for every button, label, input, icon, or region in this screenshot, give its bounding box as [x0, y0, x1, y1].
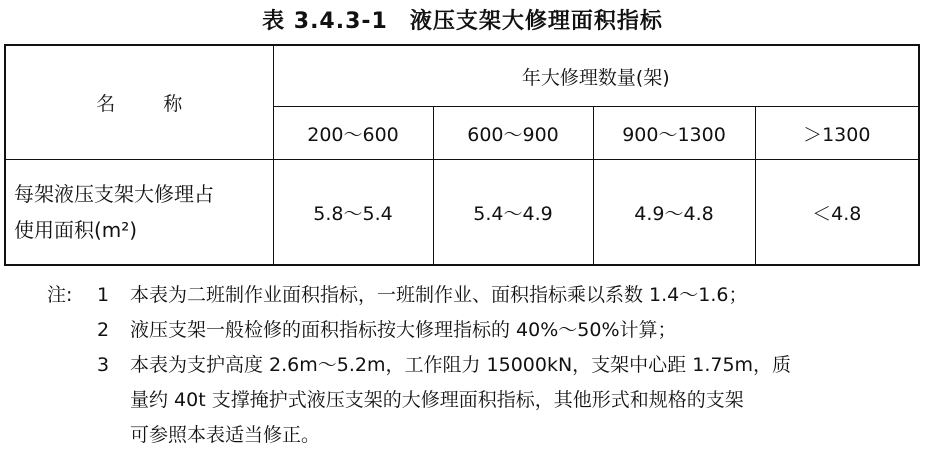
row-label-line: 每架液压支架大修理占: [14, 182, 214, 206]
row-label: [5, 160, 273, 266]
note-number: 1: [97, 284, 110, 306]
note-number: 3: [97, 354, 110, 376]
note-text: 液压支架一般检修的面积指标按大修理指标的 40%～50%计算；: [130, 319, 677, 341]
table-title: [0, 4, 925, 35]
repair-area-table: [4, 44, 920, 266]
note-continuation: [0, 383, 925, 418]
table-number: 表 3.4.3-1: [262, 9, 388, 34]
note-text: 本表为二班制作业面积指标，一班制作业、面积指标乘以系数 1.4～1.6；: [130, 284, 748, 306]
note-item: [0, 313, 925, 348]
note-number: 2: [97, 319, 110, 341]
table-cell: ＜4.8: [755, 160, 919, 266]
note-continuation: [0, 418, 925, 453]
table-cell: 5.4～4.9: [433, 160, 593, 266]
table-cell: 5.8～5.4: [273, 160, 433, 266]
note-text: 可参照本表适当修正。: [130, 424, 321, 446]
group-header: 年大修理数量(架): [273, 45, 919, 107]
note-item: [0, 348, 925, 383]
column-header: 600～900: [433, 107, 593, 160]
name-header: 名称: [5, 45, 273, 160]
row-label-line: 使用面积(m²): [14, 218, 138, 242]
column-header: ＞1300: [755, 107, 919, 160]
table-cell: 4.9～4.8: [593, 160, 755, 266]
note-text: 量约 40t 支撑掩护式液压支架的大修理面积指标，其他形式和规格的支架: [130, 389, 744, 411]
note-item: [0, 278, 925, 313]
note-text: 本表为支护高度 2.6m～5.2m，工作阻力 15000kN，支架中心距 1.75m，质: [130, 354, 792, 376]
notes-prefix: 注:: [47, 284, 73, 306]
column-header: 900～1300: [593, 107, 755, 160]
table-title-text: 液压支架大修理面积指标: [409, 9, 663, 34]
column-header: 200～600: [273, 107, 433, 160]
notes-section: [0, 278, 925, 453]
